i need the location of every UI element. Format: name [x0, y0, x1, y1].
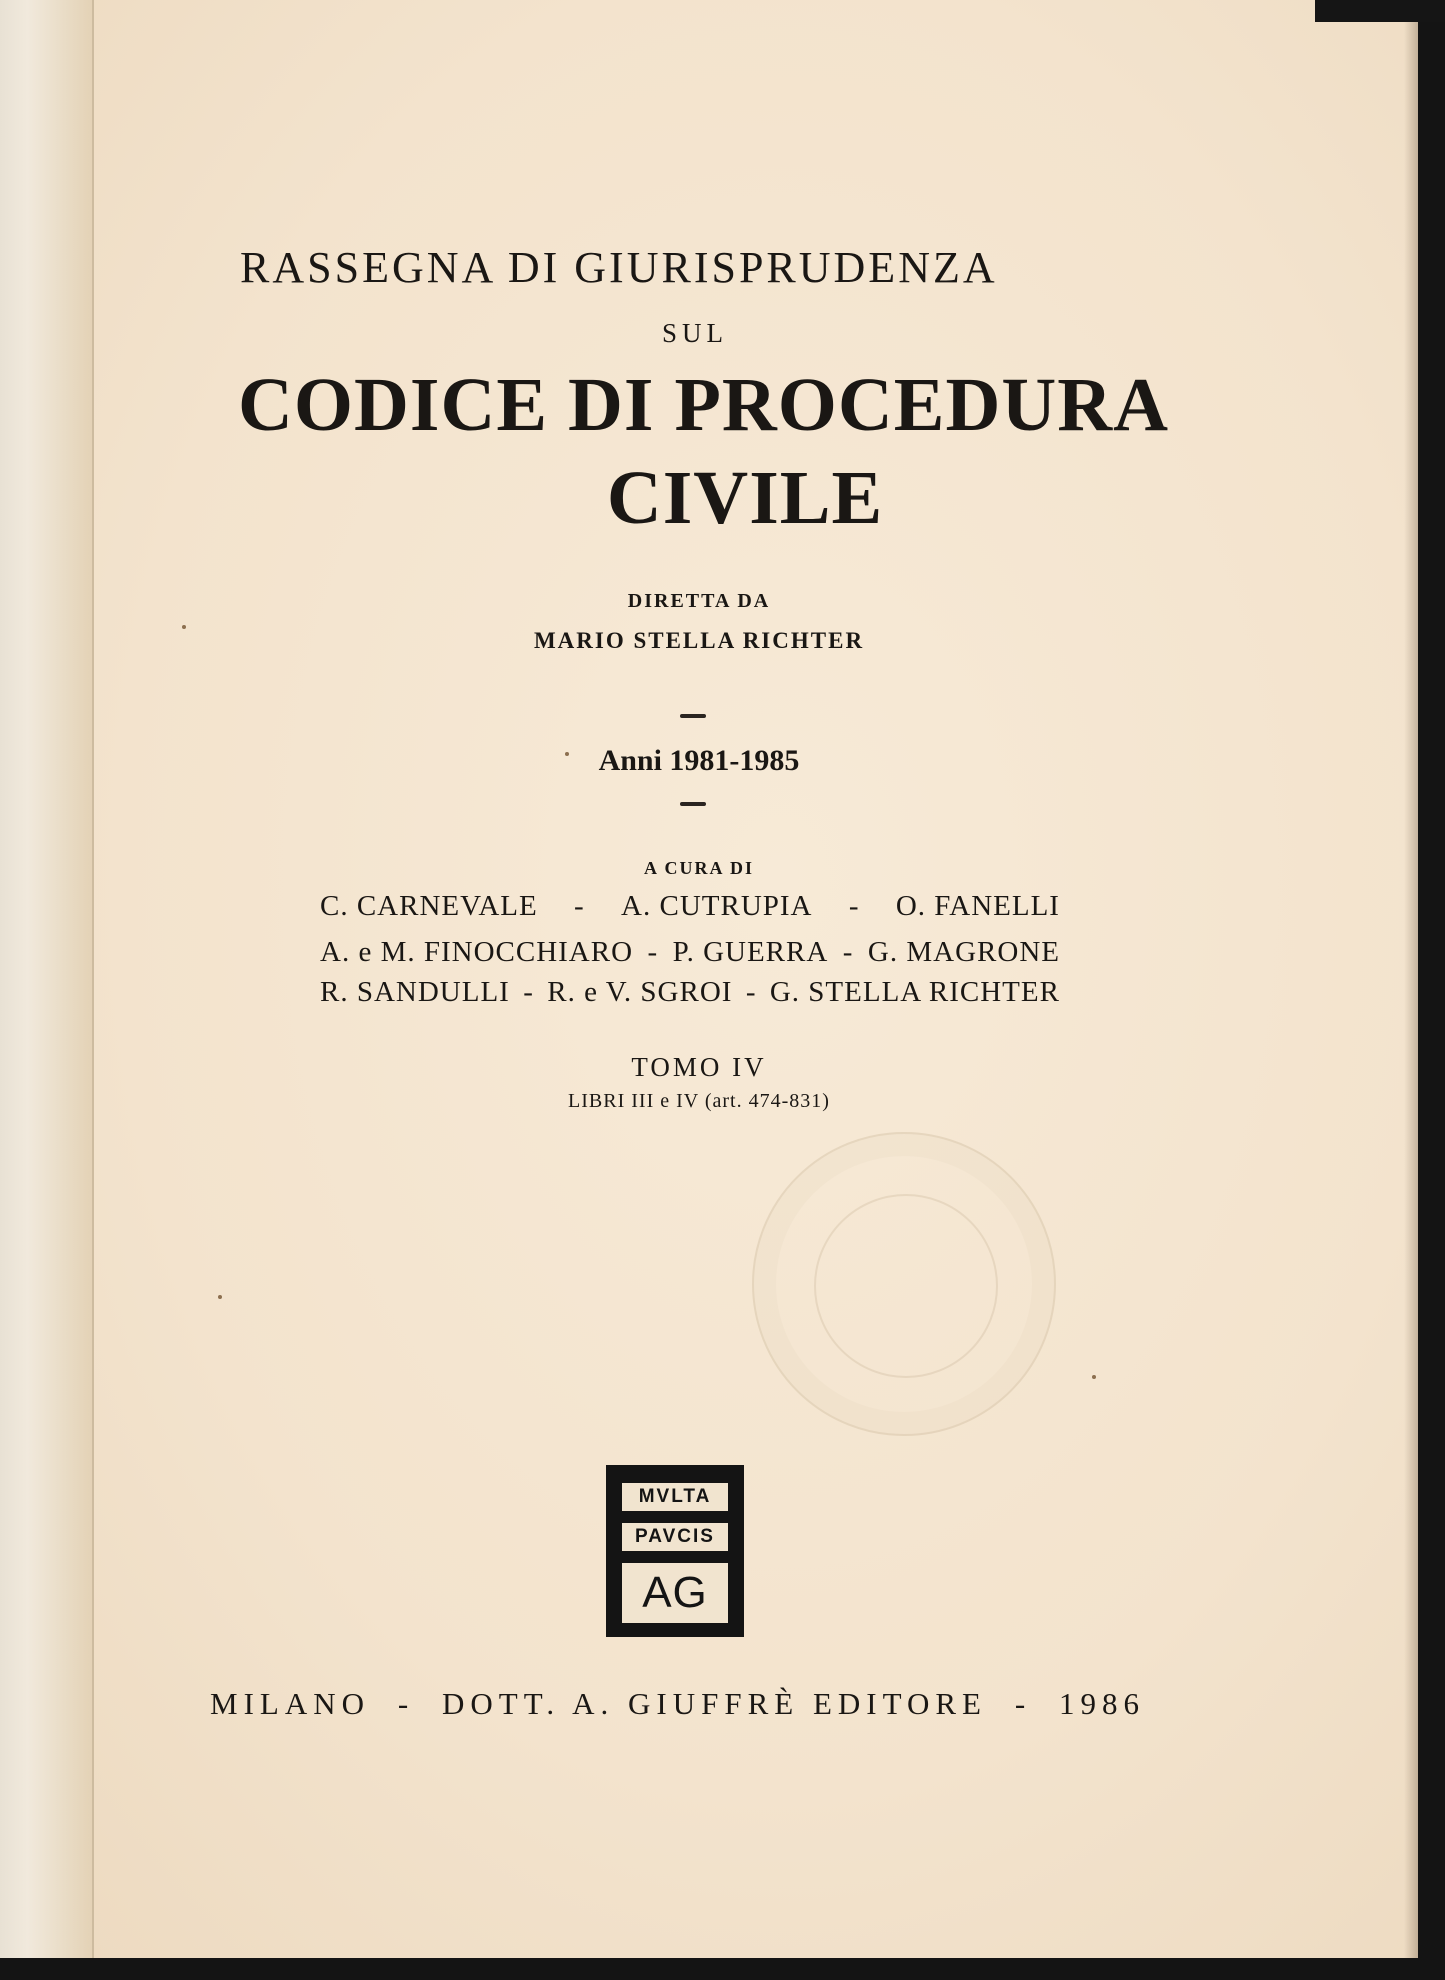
editor-separator: -	[523, 976, 534, 1008]
editor-name: R. SANDULLI	[320, 976, 510, 1008]
editor-name: R. e V. SGROI	[547, 976, 733, 1008]
publisher-logo	[606, 1465, 744, 1637]
director-name: MARIO STELLA RICHTER	[533, 628, 865, 653]
editor-separator: -	[848, 890, 860, 922]
editor-name: P. GUERRA	[672, 936, 829, 968]
gutter-fold	[92, 0, 94, 1958]
title-preposition: SUL	[661, 318, 728, 348]
logo-motto-line-1: MVLTA	[622, 1483, 728, 1511]
paper-speck	[182, 625, 186, 629]
edited-by-label: A CURA DI	[643, 858, 754, 878]
scan-border	[1315, 0, 1445, 22]
editor-separator: -	[842, 936, 854, 968]
editor-separator: -	[574, 890, 585, 922]
editor-name: G. STELLA RICHTER	[769, 976, 1060, 1008]
paper-speck	[1092, 1375, 1096, 1379]
imprint-separator: -	[397, 1686, 415, 1721]
paper-speck	[565, 752, 569, 756]
series-title: RASSEGNA DI GIURISPRUDENZA	[240, 243, 998, 292]
main-title-line-2: CIVILE	[606, 456, 884, 540]
directed-by-label: DIRETTA DA	[627, 590, 771, 612]
publisher-imprint	[210, 1686, 1145, 1722]
publication-year: 1986	[1058, 1686, 1145, 1721]
publisher-city: MILANO	[210, 1686, 370, 1721]
editor-name: A. e M. FINOCCHIARO	[320, 936, 634, 968]
editor-name: A. CUTRUPIA	[621, 890, 813, 922]
imprint-separator: -	[1014, 1686, 1032, 1721]
main-title-line-1: CODICE DI PROCEDURA	[238, 363, 1170, 447]
editor-name: C. CARNEVALE	[320, 890, 538, 922]
volume-number: TOMO IV	[631, 1052, 767, 1082]
paper-speck	[218, 1295, 222, 1299]
editor-separator: -	[647, 936, 659, 968]
separator-dash-bottom	[680, 802, 706, 806]
editors-line-3	[320, 976, 1060, 1009]
logo-motto-line-2: PAVCIS	[622, 1523, 728, 1551]
editor-separator: -	[745, 976, 757, 1008]
separator-dash-top	[680, 714, 706, 718]
publisher-name: DOTT. A. GIUFFRÈ EDITORE	[441, 1686, 987, 1721]
volume-contents: LIBRI III e IV (art. 474-831)	[568, 1090, 830, 1112]
embossed-seal	[752, 1132, 1056, 1436]
book-gutter	[0, 0, 92, 1958]
page-edge-shadow	[1404, 0, 1418, 1958]
editors-line-1	[320, 890, 1060, 923]
editor-name: G. MAGRONE	[867, 936, 1060, 968]
years-covered: Anni 1981-1985	[598, 744, 800, 777]
editor-name: O. FANELLI	[895, 890, 1060, 922]
embossed-seal-inner-ring	[814, 1194, 998, 1378]
logo-monogram: AG	[622, 1563, 728, 1623]
editors-line-2	[320, 936, 1060, 969]
